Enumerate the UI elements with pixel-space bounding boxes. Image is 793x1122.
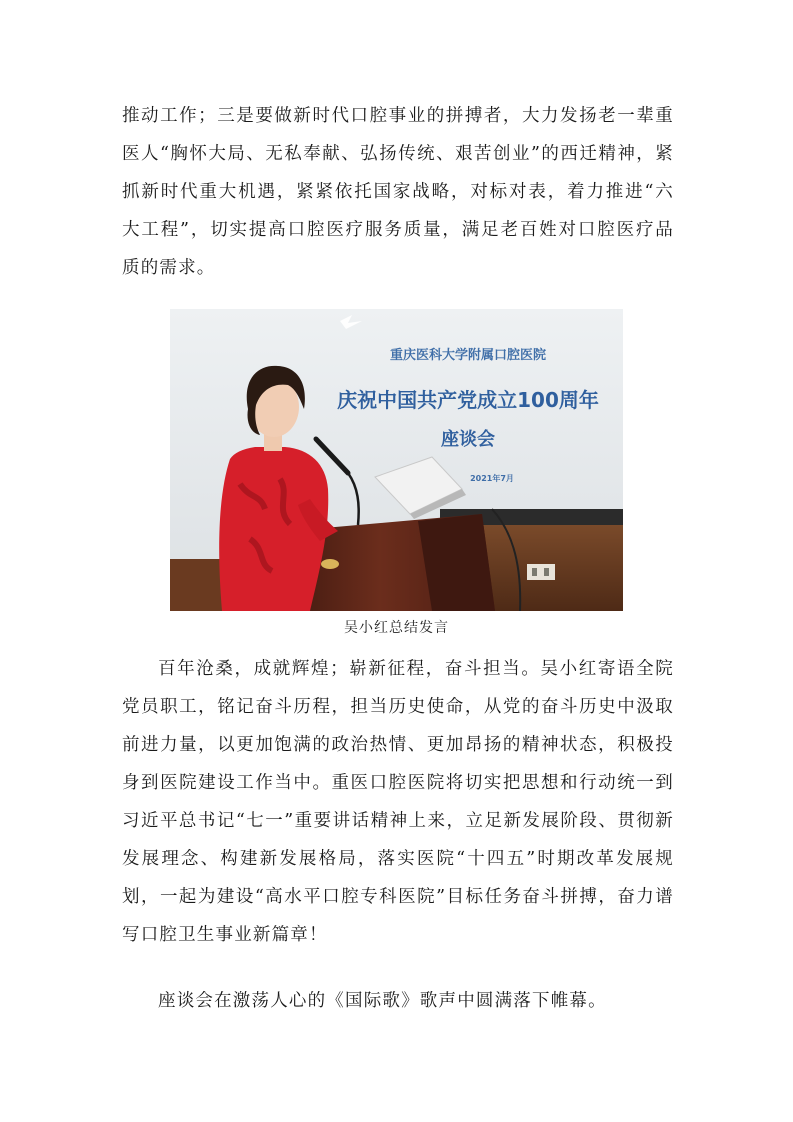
screen-date: 2021年7月 xyxy=(470,474,514,483)
screen-subtitle: 座谈会 xyxy=(441,429,495,450)
photo-caption: 吴小红总结发言 xyxy=(344,620,449,636)
speaker-photo xyxy=(170,309,623,611)
paragraph-1: 推动工作；三是要做新时代口腔事业的拼搏者，大力发扬老一辈重医人“胸怀大局、无私奉献、弘扬传统、艰苦创业”的西迁精神，紧抓新时代重大机遇，紧紧依托国家战略，对标对表，着力推进“六大工程”，切实提高口腔医疗服务质量，满足老百姓对口腔医疗品质的需求。 xyxy=(122,106,674,278)
paragraph-2: 百年沧桑，成就辉煌；崭新征程，奋斗担当。吴小红寄语全院党员职工，铭记奋斗历程，担当历史使命，从党的奋斗历史中汲取前进力量，以更加饱满的政治热情、更加昂扬的精神状态，积极投身到医院建设工作当中。重医口腔医院将切实把思想和行动统一到习近平总书记“七一”重要讲话精神上来，立足新发展阶段、贯彻新发展理念、构建新发展格局，落实医院“十四五”时期改革发展规划，一起为建设“高水平口腔专科医院”目标任务奋斗拼搏，奋力谱写口腔卫生事业新篇章！ xyxy=(122,659,674,945)
screen-title: 庆祝中国共产党成立100周年 xyxy=(337,388,599,412)
paragraph-3: 座谈会在激荡人心的《国际歌》歌声中圆满落下帷幕。 xyxy=(158,991,607,1011)
screen-hospital-name: 重庆医科大学附属口腔医院 xyxy=(389,348,547,363)
